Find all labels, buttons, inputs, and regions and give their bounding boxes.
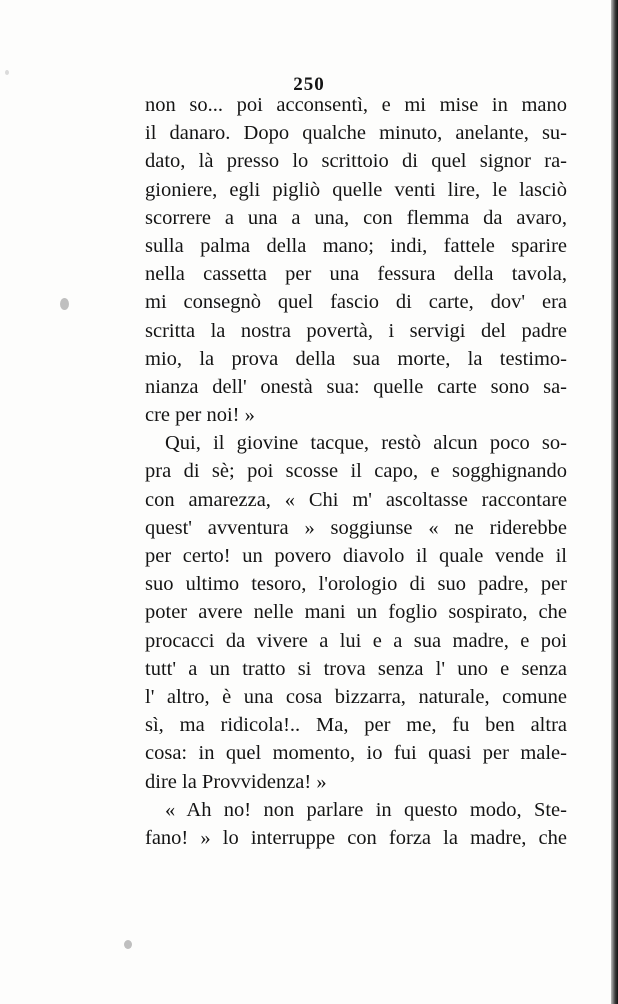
ink-spot [124,940,132,949]
ink-spot [60,298,69,310]
body-text [145,91,567,852]
page-number: 250 [293,74,325,95]
text-line: suo ultimo tesoro, l'orologio di suo padre, per [145,573,567,596]
text-line: per certo! un povero diavolo il quale vende il [145,545,567,567]
text-line: dire la Provvidenza! » [145,770,327,793]
text-line: « Ah no! non parlare in questo modo, Ste- [165,798,567,821]
text-line: scorrere a una a una, con flemma da avaro, [145,206,567,229]
scan-edge [611,0,618,1004]
text-line: gioniere, egli pigliò quelle venti lire, le lasciò [145,178,567,201]
text-line: Qui, il giovine tacque, restò alcun poco so- [165,432,567,455]
text-line: con amarezza, « Chi m' ascoltasse raccontare [145,488,567,511]
text-line: cosa: in quel momento, io fui quasi per male- [145,742,567,765]
text-line: poter avere nelle mani un foglio sospirato, che [145,601,567,624]
text-line: scritta la nostra povertà, i servigi del padre [145,319,567,342]
text-line: nella cassetta per una fessura della tavola, [145,263,567,286]
text-line: sulla palma della mano; indi, fattele sparire [145,234,567,257]
text-line: l' altro, è una cosa bizzarra, naturale, comune [145,685,567,708]
text-line: mio, la prova della sua morte, la testimo- [145,347,567,370]
text-line: dato, là presso lo scrittoio di quel signor ra- [145,150,567,173]
text-line: nianza dell' onestà sua: quelle carte sono sa- [145,375,567,398]
text-line: fano! » lo interruppe con forza la madre, che [145,826,567,849]
text-line: cre per noi! » [145,404,255,427]
text-line: quest' avventura » soggiunse « ne riderebbe [145,516,567,539]
text-line: mi consegnò quel fascio di carte, dov' era [145,291,567,314]
text-line: tutt' a un tratto si trova senza l' uno e senza [145,657,567,680]
text-line: non so... poi acconsentì, e mi mise in mano [145,94,567,116]
text-line: il danaro. Dopo qualche minuto, anelante, su- [145,122,567,145]
text-line: pra di sè; poi scosse il capo, e sogghignando [145,460,567,483]
text-line: sì, ma ridicola!.. Ma, per me, fu ben altra [145,714,567,737]
text-line: procacci da vivere a lui e a sua madre, e poi [145,629,567,652]
